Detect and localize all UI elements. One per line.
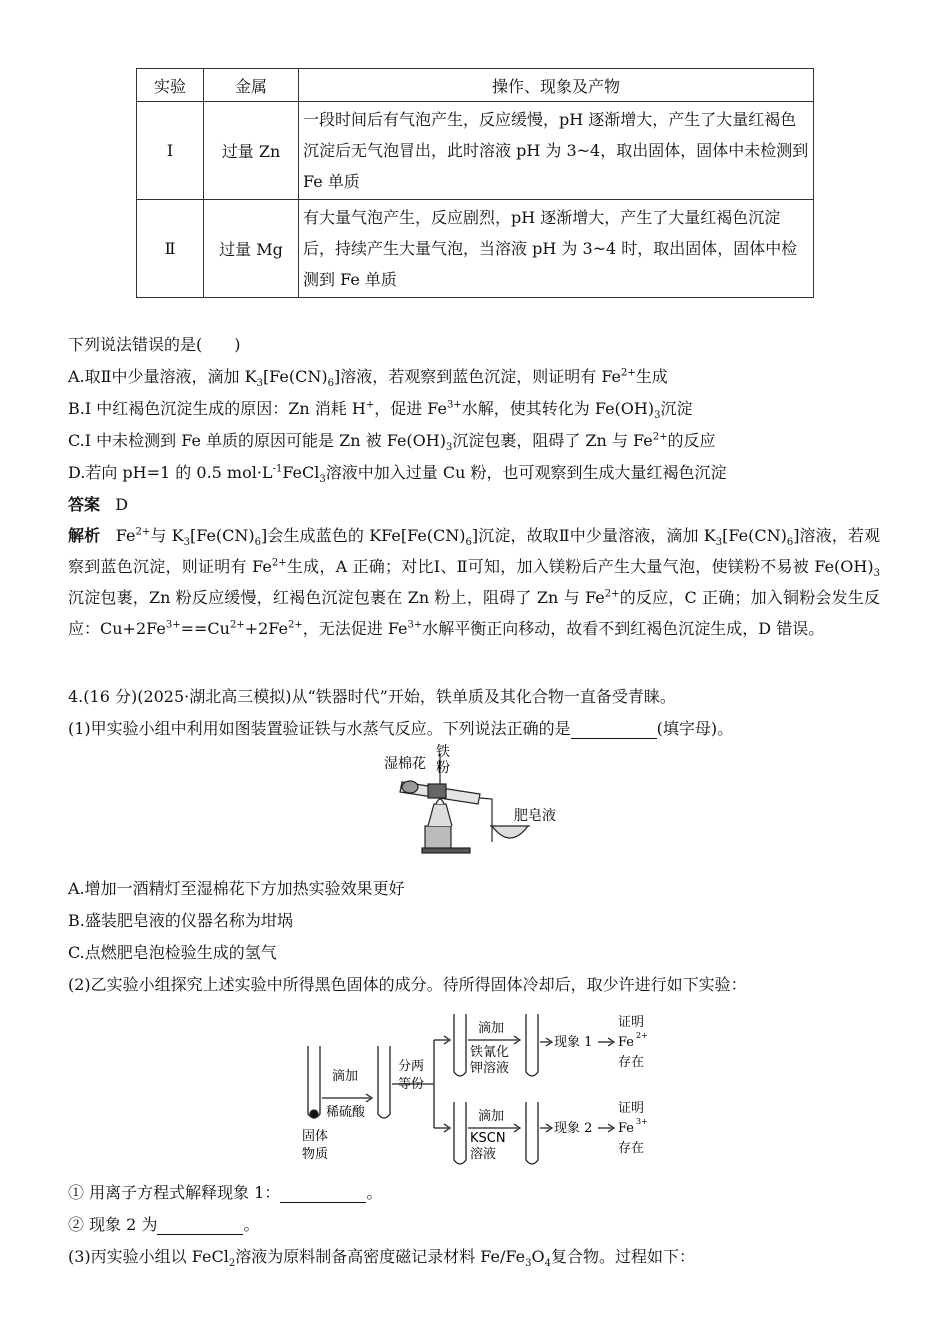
row-id: Ⅰ [137, 102, 204, 200]
svg-text:证明: 证明 [618, 1015, 645, 1030]
label-cotton: 湿棉花 [384, 756, 426, 772]
row-id: Ⅱ [137, 200, 204, 298]
label-soap: 肥皂液 [514, 808, 556, 824]
svg-text:Fe: Fe [618, 1121, 635, 1136]
question-stem: 下列说法错误的是( ) [68, 335, 241, 354]
svg-text:Fe: Fe [618, 1035, 635, 1050]
test-flow-figure [300, 1010, 660, 1172]
answer-blank[interactable] [571, 722, 657, 739]
option-b: B.Ⅰ 中红褐色沉淀生成的原因：Zn 消耗 H+，促进 $Fe^{3+}$水解，使其转化为 $Fe(OH)_3$沉淀 [68, 399, 693, 422]
svg-text:分两: 分两 [398, 1059, 425, 1074]
iron-steam-apparatus-figure [380, 742, 570, 860]
answer-value: D [115, 495, 129, 514]
q4-sub-1: ① 用离子方程式解释现象 1： 。 [68, 1183, 383, 1202]
table-row [137, 102, 814, 200]
question-4-part3: (3)丙实验小组以 FeCl$_2$溶液为原料制备高密度磁记录材料 $Fe/Fe_3O_4$复合物。过程如下： [68, 1247, 695, 1270]
svg-text:3+: 3+ [636, 1117, 648, 1126]
svg-text:铁氰化: 铁氰化 [470, 1045, 510, 1060]
svg-text:存在: 存在 [618, 1055, 645, 1070]
svg-text:滴加: 滴加 [332, 1069, 359, 1084]
answer-label: 答案 [68, 495, 101, 514]
answer [68, 492, 128, 515]
header-operation: 操作、现象及产物 [299, 69, 814, 102]
header-metal: 金属 [204, 69, 299, 102]
svg-text:证明: 证明 [618, 1101, 645, 1116]
svg-text:稀硫酸: 稀硫酸 [326, 1105, 366, 1120]
svg-text:物质: 物质 [302, 1147, 329, 1162]
svg-text:现象 1: 现象 1 [554, 1035, 593, 1050]
table-row [137, 200, 814, 298]
analysis-label: 解析 [68, 526, 101, 545]
question-4-part1: (1)甲实验小组中利用如图装置验证铁与水蒸气反应。下列说法正确的是 (填字母)。 [68, 719, 734, 738]
label-iron-1: 铁 [436, 744, 450, 760]
experiment-table [136, 68, 814, 298]
q4-option-b: B.盛装肥皂液的仪器名称为坩埚 [68, 911, 293, 930]
option-d: D.若向 pH=1 的 0.5 $mol\cdot L^{-1}FeCl_3$溶液中加入过量 Cu 粉，也可观察到生成大量红褐色沉淀 [68, 463, 727, 486]
answer-blank[interactable] [157, 1218, 243, 1235]
option-c: C.Ⅰ 中未检测到 Fe 单质的原因可能是 Zn 被 $Fe(OH)_3$沉淀包裹，阻碍了 Zn 与 $Fe^{2+}$的反应 [68, 431, 716, 454]
row-metal: 过量 Zn [204, 102, 299, 200]
analysis: 解析 $Fe^{2+}$与 $K_3[Fe(CN)_6]$会生成蓝色的 $KFe[Fe(CN)_6]$沉淀，故取Ⅱ中少量溶液，滴加 $K_3[Fe(CN)_6]$溶液，若观察到蓝色沉淀，则证明有 $Fe^{2+}$生成，A 正确；对比Ⅰ、Ⅱ可知，加入镁粉后产生大量气泡，使镁粉不易被 $Fe(OH)_3$沉淀包裹，Zn 粉反应缓慢，红褐色沉淀包裹在 Zn 粉上，阻碍了 Zn 与 $Fe^{2+}$的反应，C 正确；加入铜粉会发生反应：$Cu+2Fe^{3+}==Cu^{2+}+2Fe^{2+}$，无法促进 $Fe^{3+}$水解平衡正向移动，故看不到红褐色沉淀生成，D 错误。 [68, 526, 880, 638]
svg-text:KSCN: KSCN [470, 1131, 506, 1146]
svg-text:滴加: 滴加 [478, 1109, 505, 1124]
svg-text:固体: 固体 [302, 1129, 329, 1144]
table-header-row [137, 69, 814, 102]
header-experiment: 实验 [137, 69, 204, 102]
svg-text:存在: 存在 [618, 1141, 645, 1156]
row-desc: 一段时间后有气泡产生，反应缓慢，pH 逐渐增大，产生了大量红褐色沉淀后无气泡冒出，此时溶液 pH 为 3~4，取出固体，固体中未检测到 Fe 单质 [299, 102, 814, 200]
question-4-part2: (2)乙实验小组探究上述实验中所得黑色固体的成分。待所得固体冷却后，取少许进行如下实验： [68, 975, 747, 994]
option-a: A.取Ⅱ中少量溶液，滴加 $K_3[Fe(CN)_6]$溶液，若观察到蓝色沉淀，则证明有 $Fe^{2+}$生成 [68, 367, 668, 390]
row-desc: 有大量气泡产生，反应剧烈，pH 逐渐增大，产生了大量红褐色沉淀后，持续产生大量气泡，当溶液 pH 为 3~4 时，取出固体，固体中检测到 Fe 单质 [299, 200, 814, 298]
svg-text:2+: 2+ [636, 1031, 648, 1040]
label-iron-2: 粉 [436, 760, 450, 776]
q4-option-a: A.增加一酒精灯至湿棉花下方加热实验效果更好 [68, 879, 405, 898]
q4-sub-2: ② 现象 2 为 。 [68, 1215, 260, 1234]
row-metal: 过量 Mg [204, 200, 299, 298]
svg-text:现象 2: 现象 2 [554, 1121, 593, 1136]
answer-blank[interactable] [280, 1186, 366, 1203]
svg-text:滴加: 滴加 [478, 1021, 505, 1036]
svg-text:溶液: 溶液 [470, 1147, 497, 1162]
svg-text:钾溶液: 钾溶液 [470, 1061, 510, 1076]
q4-option-c: C.点燃肥皂泡检验生成的氢气 [68, 943, 277, 962]
question-4-title: 4.(16 分)(2025·湖北高三模拟)从“铁器时代”开始，铁单质及其化合物一直备受青睐。 [68, 687, 676, 706]
svg-text:等份: 等份 [398, 1077, 425, 1092]
